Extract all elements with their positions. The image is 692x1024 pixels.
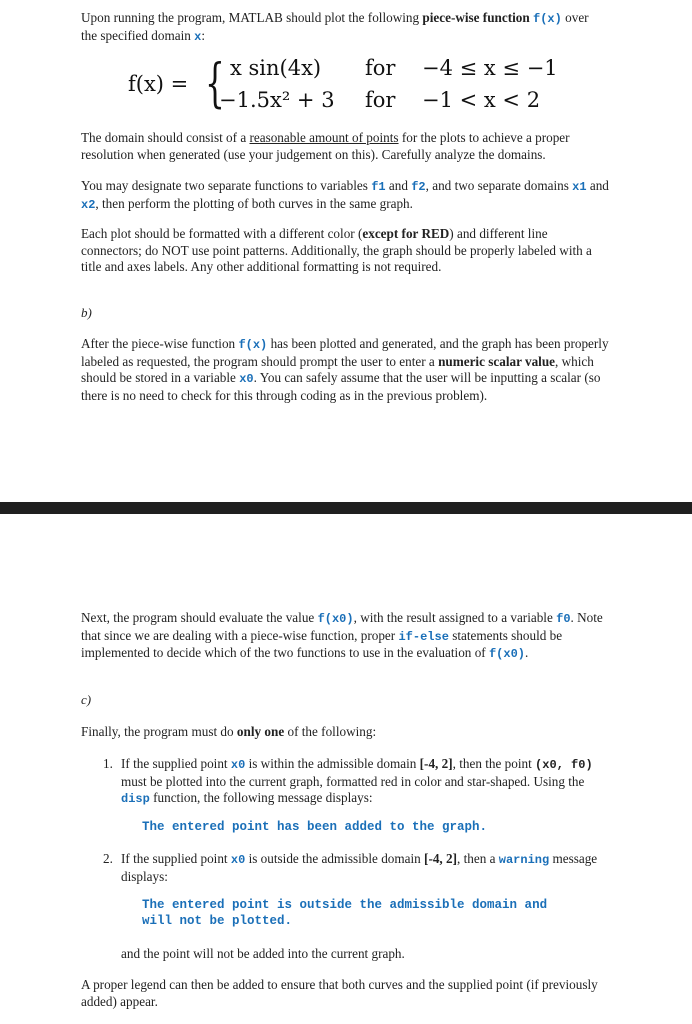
domain-text-b: for the plots to achieve a proper resolution when generated (use your judgement on this). Carefully analyze the domains. xyxy=(81,130,570,162)
b-code-x0: x0 xyxy=(239,372,254,386)
item1-text-a: If the supplied point xyxy=(121,756,231,771)
vars-text-e: , then perform the plotting of both curves in the same graph. xyxy=(95,195,413,211)
vars-code-f1: f1 xyxy=(371,180,386,194)
next-text-c: . Note that since we are dealing with a piece-wise function, proper xyxy=(81,610,603,643)
next-code-f0: f0 xyxy=(556,612,571,626)
document-page-1 xyxy=(0,0,692,502)
item2-domain: [-4, 2] xyxy=(424,851,458,866)
item2-text-a: If the supplied point xyxy=(121,851,231,866)
format-paragraph xyxy=(81,226,611,276)
next-code-fx0: f(x0) xyxy=(317,612,354,626)
next-text-d: statements should be implemented to decide which of the two functions to use in the evaluation of xyxy=(81,627,563,660)
part-b-paragraph xyxy=(81,336,611,404)
vars-code-x1: x1 xyxy=(572,180,587,194)
item1-text-b: is within the admissible domain xyxy=(245,756,420,771)
equation-brace: { xyxy=(205,54,225,114)
b-text-d: . You can safely assume that the user will be inputting a scalar (so there is no need to check for this through coding as in the previous problem). xyxy=(81,370,601,403)
next-text-e: . xyxy=(525,645,529,660)
intro-text-2: the specified domain xyxy=(81,27,195,43)
next-code-ifelse: if-else xyxy=(398,629,449,644)
domain-paragraph xyxy=(81,130,611,163)
item1-text-d: must be plotted into the current graph, formatted red in color and star-shaped. Using the xyxy=(121,773,585,789)
equation-case1-for: for xyxy=(365,56,396,80)
vars-text-b: and xyxy=(385,178,412,193)
intro-text: Upon running the program, MATLAB should plot the following xyxy=(81,10,423,25)
equation-case1-expr: x sin(4x) xyxy=(230,56,322,80)
vars-text-c: , and two separate domains xyxy=(425,178,573,193)
b-text-a: After the piece-wise function xyxy=(81,336,239,351)
list-item-2 xyxy=(121,851,603,885)
b-bold: numeric scalar value xyxy=(438,353,556,369)
item1-domain: [-4, 2] xyxy=(419,756,453,771)
intro-colon: : xyxy=(201,27,206,43)
item2-text-c: , then a xyxy=(457,851,499,866)
format-bold: except for RED xyxy=(362,226,450,241)
next-text-b: , with the result assigned to a variable xyxy=(353,610,557,625)
equation-case1-domain: −4 ≤ x ≤ −1 xyxy=(422,56,558,80)
section-label-c: c) xyxy=(81,692,92,707)
item2-message-code xyxy=(142,898,547,929)
finally-text-b: of the following: xyxy=(284,724,377,739)
b-code-fx: f(x) xyxy=(238,338,268,352)
next-paragraph xyxy=(81,610,611,663)
legend-paragraph: A proper legend can then be added to ensure that both curves and the supplied point (if previously added) appear. xyxy=(81,977,598,1009)
intro-bold: piece-wise function xyxy=(422,10,530,25)
intro-text-over: over xyxy=(561,10,589,25)
vars-code-x2: x2 xyxy=(81,197,96,212)
list-item-1 xyxy=(121,756,603,808)
b-text-c: , which should be stored in a variable xyxy=(81,353,594,385)
item2-text-b: is outside the admissible domain xyxy=(245,851,425,866)
item2-message-line-1: The entered point is outside the admissible domain and xyxy=(142,898,548,912)
item2-code-warning: warning xyxy=(498,853,550,867)
item1-message-code: The entered point has been added to the graph. xyxy=(142,820,488,834)
item1-code-disp: disp xyxy=(121,792,150,806)
b-text-b: has been plotted and generated, and the graph has been properly labeled as requested, the program should prompt the user to enter a xyxy=(81,336,609,369)
item1-point: (x0, f0) xyxy=(535,758,593,772)
next-code-fx0-2: f(x0) xyxy=(488,647,525,661)
finally-bold: only one xyxy=(236,724,285,739)
item2-message-line-2: will not be plotted. xyxy=(142,913,293,928)
next-text-a: Next, the program should evaluate the value xyxy=(81,610,318,625)
item1-text-c: , then the point xyxy=(452,756,536,771)
domain-text-a: The domain should consist of a xyxy=(81,130,250,145)
page-break-bar xyxy=(0,502,692,514)
intro-code-x: x xyxy=(194,29,202,44)
domain-underlined: reasonable amount of points xyxy=(249,130,399,145)
item2-code-x0: x0 xyxy=(230,853,246,867)
vars-text-d: and xyxy=(586,178,609,193)
equation-case2-for: for xyxy=(365,88,396,112)
list-item-2-number: 2. xyxy=(103,851,113,866)
list-item-1-number: 1. xyxy=(103,756,113,771)
section-label-b: b) xyxy=(81,305,92,320)
intro-code-fx: f(x) xyxy=(533,12,562,26)
vars-code-f2: f2 xyxy=(411,180,426,194)
format-text-a: Each plot should be formatted with a different color ( xyxy=(81,226,363,241)
intro-paragraph xyxy=(81,10,611,45)
vars-text-a: You may designate two separate functions to variables xyxy=(81,178,372,193)
item2-text-d: message displays: xyxy=(121,851,598,884)
equation-case2-domain: −1 < x < 2 xyxy=(422,88,541,112)
item2-after-text: and the point will not be added into the current graph. xyxy=(121,946,405,961)
format-text-b: ) and different line connectors; do NOT use point patterns. Additionally, the graph should be properly labeled with a title and axes labels. Any other additional formatting is not required. xyxy=(81,226,592,274)
finally-paragraph xyxy=(81,724,611,741)
document-page-2 xyxy=(0,514,692,1024)
item1-code-x0: x0 xyxy=(230,758,246,772)
item1-text-e: function, the following message displays: xyxy=(149,790,373,805)
finally-text-a: Finally, the program must do xyxy=(81,724,237,739)
equation-case2-expr: −1.5x² + 3 xyxy=(219,88,335,112)
variables-paragraph xyxy=(81,178,611,213)
equation-lhs: f(x) = xyxy=(128,72,189,96)
